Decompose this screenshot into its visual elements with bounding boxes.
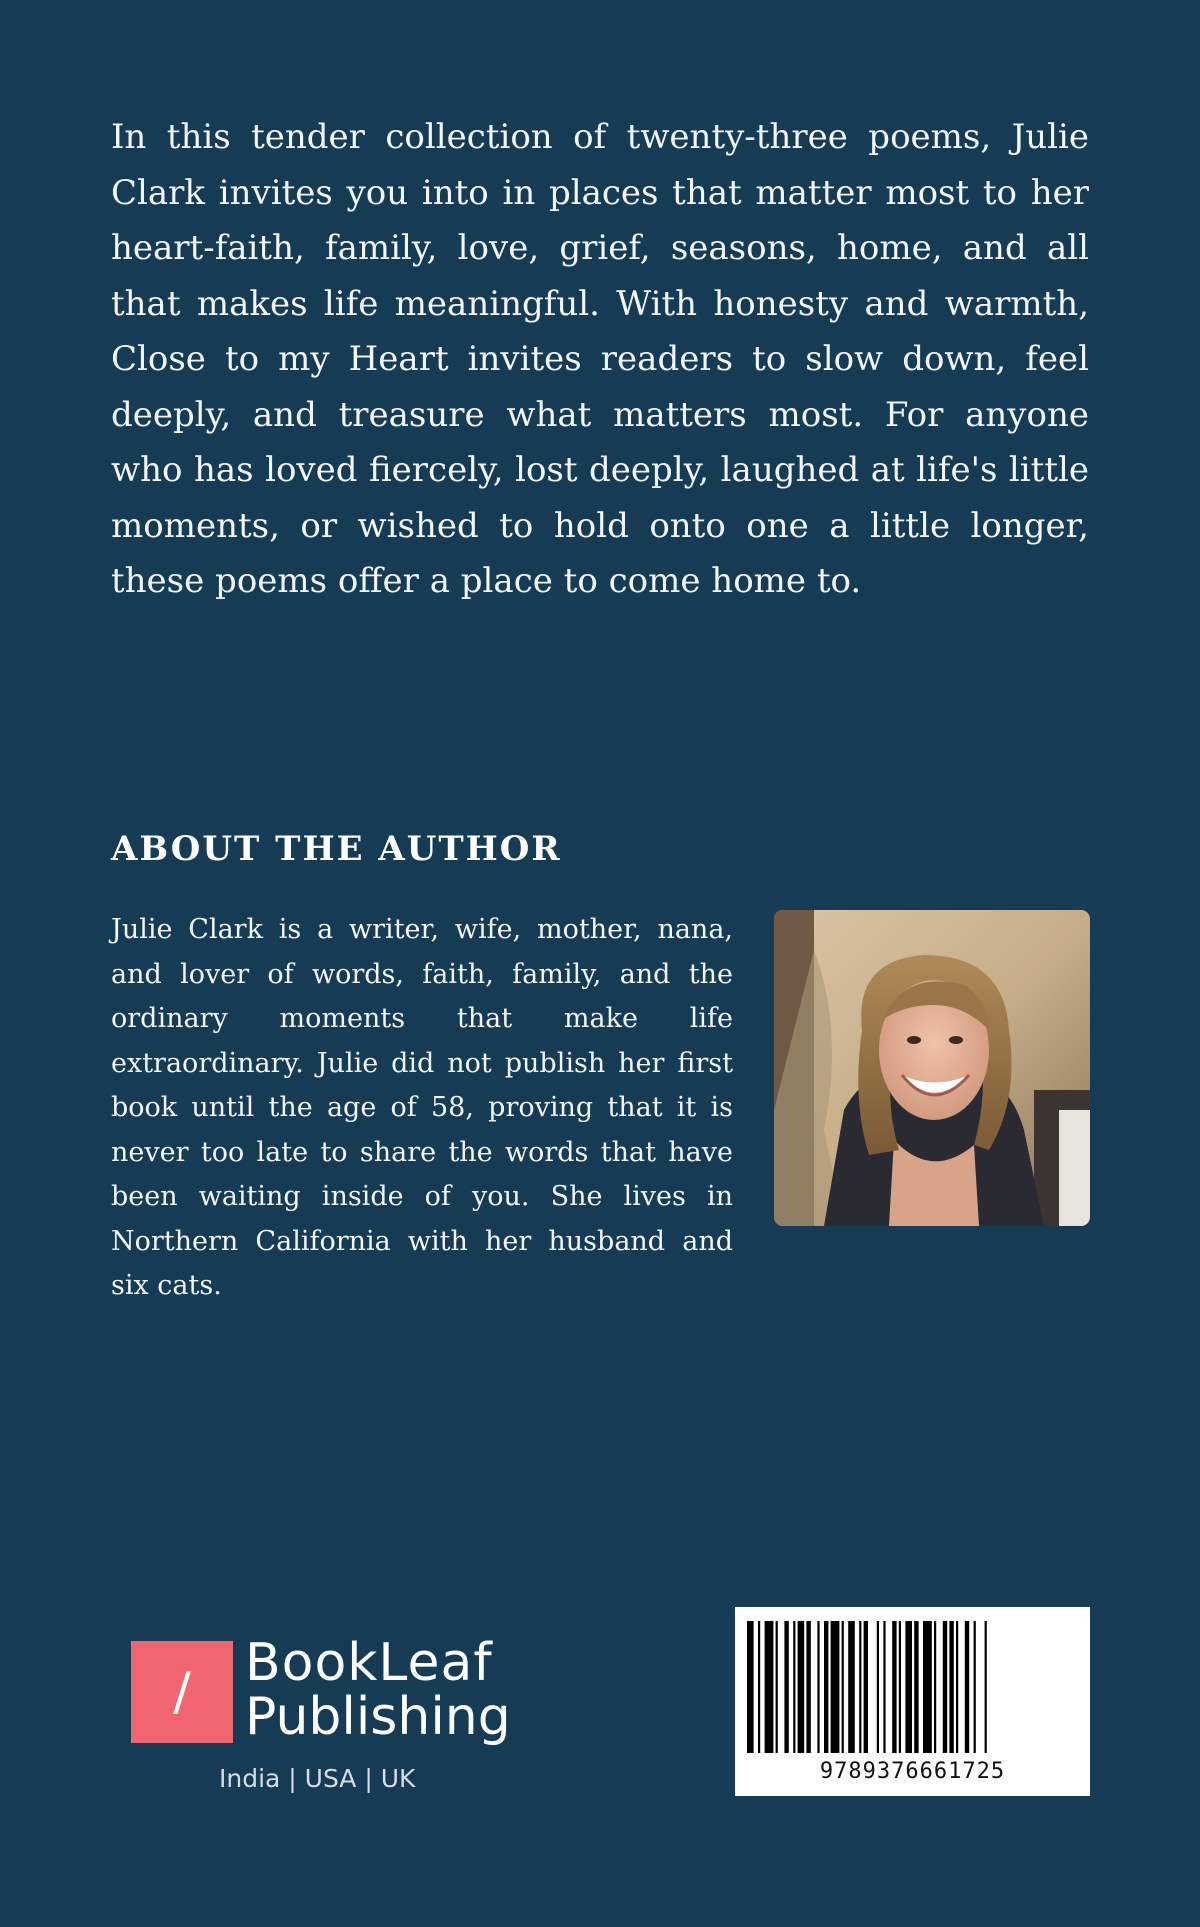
barcode-bar (758, 1621, 760, 1753)
barcode-bar (784, 1621, 788, 1753)
barcode-bar (798, 1621, 805, 1753)
publisher-regions: India | USA | UK (219, 1764, 416, 1793)
barcode-bar (859, 1621, 861, 1753)
barcode-bar (848, 1621, 855, 1753)
barcode-bar (892, 1621, 896, 1753)
barcode-bar (806, 1621, 810, 1753)
barcode-bar (943, 1621, 947, 1753)
barcode-bar (747, 1621, 754, 1753)
about-author-text: Julie Clark is a writer, wife, mother, nana, and lover of words, faith, family, and the ordinary moments that make life extraordinary. Julie did not publish her first book until the age of 58, proving that it is never too late to share the words that have been waiting inside of you. She lives in Northern California with her husband and six cats. (111, 914, 733, 1301)
publisher-name-line2: Publishing (245, 1687, 511, 1747)
barcode-bar (877, 1621, 879, 1753)
barcode-bar (899, 1621, 901, 1753)
barcode-bar (949, 1621, 953, 1753)
barcode-bar (965, 1621, 969, 1753)
barcode-bar (864, 1621, 868, 1753)
barcode-bar (923, 1621, 932, 1753)
barcode-bar (883, 1621, 885, 1753)
barcode-bar (831, 1621, 840, 1753)
publisher-logo (131, 1633, 511, 1798)
barcode-bar (905, 1621, 912, 1753)
barcode-bar (793, 1621, 795, 1753)
barcode-bar (776, 1621, 778, 1753)
back-cover-blurb: In this tender collection of twenty-three poems, Julie Clark invites you into in places that matter most to her heart-faith, family, love, grief, seasons, home, and all that makes life meaningful. With honesty and warmth, Close to my Heart invites readers to slow down, feel deeply, and treasure what matters most. For anyone who has loved fiercely, lost deeply, laughed at life's little moments, or wished to hold onto one a little longer, these poems offer a place to come home to. (111, 117, 1089, 601)
barcode-bar (974, 1621, 976, 1753)
barcode-bar (985, 1621, 987, 1753)
barcode-bar (956, 1621, 958, 1753)
about-author-heading: ABOUT THE AUTHOR (111, 829, 562, 869)
isbn-barcode (735, 1607, 1090, 1796)
barcode-bar (824, 1621, 828, 1753)
barcode-bar (934, 1621, 936, 1753)
barcode-bar (914, 1621, 918, 1753)
barcode-bar (817, 1621, 819, 1753)
publisher-name-line1: BookLeaf (245, 1633, 493, 1693)
logo-slash: / (173, 1662, 191, 1722)
barcode-bar (842, 1621, 844, 1753)
barcode-bars (747, 1621, 1078, 1753)
barcode-bar (765, 1621, 774, 1753)
author-photo (774, 910, 1090, 1226)
isbn-number: 9789376661725 (819, 1759, 1006, 1784)
